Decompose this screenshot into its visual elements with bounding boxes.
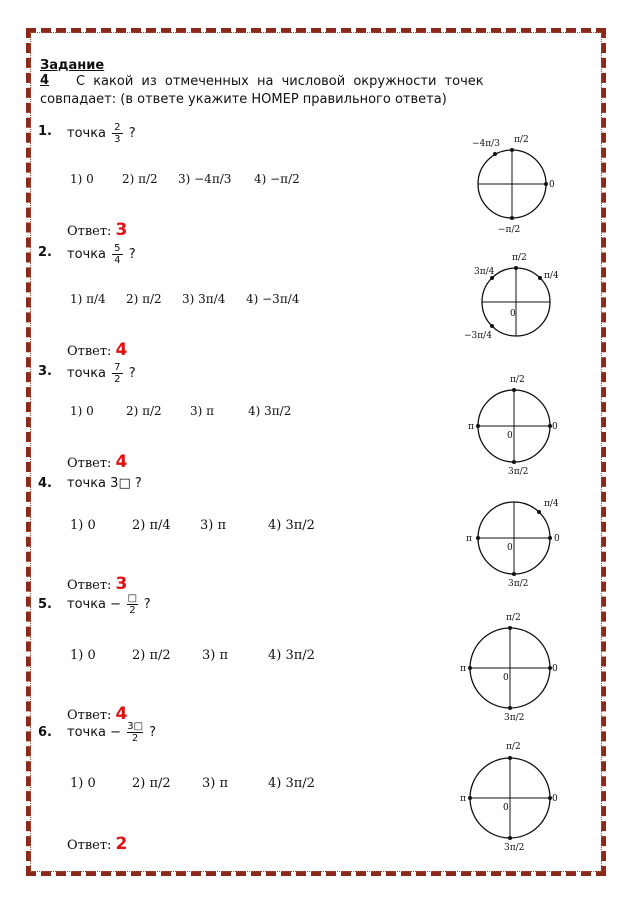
circle-label-3pi4: 3π/4 <box>474 267 495 277</box>
circle-label-point: −4π/3 <box>472 139 500 149</box>
circle-label-left: π <box>466 534 472 544</box>
answer-line <box>67 220 127 240</box>
circle-label-top: π/2 <box>514 135 529 145</box>
circle-label-left: π <box>468 422 474 432</box>
option-3[interactable]: 3) 3π/4 <box>182 292 226 306</box>
option-4[interactable]: 4) −π/2 <box>254 172 300 186</box>
question-number: 6. <box>38 725 52 740</box>
question-text <box>67 362 136 385</box>
answer-value: 2 <box>115 834 128 854</box>
fraction-denominator: 2 <box>127 732 143 744</box>
question-fraction <box>127 593 137 616</box>
task-intro-line2: совпадает: (в ответе укажите НОМЕР правильного ответа) <box>40 92 447 107</box>
answer-line <box>67 452 127 472</box>
question-mark: ? <box>149 725 157 740</box>
option-3[interactable]: 3) −4π/3 <box>178 172 232 186</box>
option-4[interactable]: 4) 3π/2 <box>268 648 315 663</box>
circle-label-bottom: 3π/2 <box>508 467 529 477</box>
circle-label-right: 0 <box>552 794 558 804</box>
option-2[interactable]: 2) π/2 <box>132 776 171 791</box>
option-3[interactable]: 3) π <box>202 776 229 791</box>
option-2[interactable]: 2) π/2 <box>126 404 162 418</box>
missing-glyph: □ <box>118 476 131 491</box>
question-mark: ? <box>128 247 136 262</box>
fraction-numerator: 5 <box>114 243 121 254</box>
question-fraction <box>112 243 122 266</box>
answer-label: Ответ: <box>67 708 112 723</box>
question-text <box>67 476 142 491</box>
circle-label-neg3pi4: −3π/4 <box>464 331 492 341</box>
question-mark: ? <box>128 366 136 381</box>
circle-label-right: 0 <box>552 664 558 674</box>
answer-line <box>67 574 127 594</box>
circle-label-bottom: 3π/2 <box>504 843 525 853</box>
option-4[interactable]: 4) −3π/4 <box>246 292 300 306</box>
fraction-denominator: 3 <box>114 134 121 145</box>
task-intro-line1: С какой из отмеченных на числовой окружности точек <box>76 74 484 89</box>
option-2[interactable]: 2) π/4 <box>132 518 171 533</box>
option-4[interactable]: 4) 3π/2 <box>268 518 315 533</box>
answer-label: Ответ: <box>67 344 112 359</box>
answer-label: Ответ: <box>67 838 112 853</box>
circle-label-top: π/2 <box>506 742 521 752</box>
question-word: точка <box>67 366 107 381</box>
circle-label-top: π/2 <box>510 375 525 385</box>
circle-label-top: π/2 <box>506 613 521 623</box>
option-3[interactable]: 3) π <box>202 648 229 663</box>
fraction-denominator: 2 <box>129 605 136 616</box>
fraction-denominator: 4 <box>114 255 121 266</box>
question-word: точка − <box>67 597 122 612</box>
question-word: точка 3 <box>67 476 119 491</box>
circle-label-bottom: −π/2 <box>498 225 521 235</box>
circle-label-bottom: 3π/2 <box>508 579 529 589</box>
answer-value: 3 <box>115 220 128 240</box>
answer-line <box>67 340 127 360</box>
question-word: точка <box>67 247 107 262</box>
circle-label-center: 0 <box>507 543 513 553</box>
option-3[interactable]: 3) π <box>200 518 227 533</box>
answer-value: 4 <box>115 704 128 724</box>
question-mark: ? <box>143 597 151 612</box>
question-number: 5. <box>38 597 52 612</box>
question-text <box>67 122 136 145</box>
fraction-numerator: □ <box>127 593 138 604</box>
circle-label-center: 0 <box>507 431 513 441</box>
circle-label-left: π <box>460 794 466 804</box>
circle-label-right: 0 <box>552 422 558 432</box>
fraction-numerator: 3□ <box>127 721 144 732</box>
question-number: 3. <box>38 364 52 379</box>
unit-circle <box>466 492 576 604</box>
question-mark: ? <box>128 126 136 141</box>
fraction-denominator: 2 <box>114 374 121 385</box>
circle-label-center: 0 <box>510 309 516 319</box>
fraction-numerator: 7 <box>114 362 121 373</box>
question-text <box>67 243 136 266</box>
circle-label-left: π <box>460 664 466 674</box>
question-word: точка − <box>67 725 122 740</box>
answer-line <box>67 834 127 854</box>
question-number: 1. <box>38 124 52 139</box>
circle-label-pi4: π/4 <box>544 499 559 509</box>
task-title: Задание <box>40 58 105 73</box>
circle-label-right: 0 <box>554 534 560 544</box>
option-1[interactable]: 1) 0 <box>70 404 94 418</box>
task-number: 4 <box>40 73 50 88</box>
unit-circle <box>460 612 570 724</box>
option-1[interactable]: 1) 0 <box>70 776 96 791</box>
unit-circle <box>470 130 570 240</box>
answer-label: Ответ: <box>67 224 112 239</box>
option-3[interactable]: 3) π <box>190 404 215 418</box>
answer-label: Ответ: <box>67 456 112 471</box>
circle-label-bottom: 3π/2 <box>504 713 525 723</box>
answer-value: 4 <box>115 340 128 360</box>
option-1[interactable]: 1) π/4 <box>70 292 106 306</box>
question-text <box>67 593 151 616</box>
question-word: точка <box>67 126 107 141</box>
option-1[interactable]: 1) 0 <box>70 648 96 663</box>
circle-label-right: 0 <box>549 180 555 190</box>
unit-circle <box>460 740 570 852</box>
question-text <box>67 721 156 744</box>
unit-circle <box>464 248 570 358</box>
question-fraction <box>127 721 143 744</box>
option-2[interactable]: 2) π/2 <box>132 648 171 663</box>
question-number: 4. <box>38 476 52 491</box>
option-2[interactable]: 2) π/2 <box>122 172 158 186</box>
circle-label-center: 0 <box>503 673 509 683</box>
option-1[interactable]: 1) 0 <box>70 518 96 533</box>
circle-label-center: 0 <box>503 803 509 813</box>
option-4[interactable]: 4) 3π/2 <box>248 404 292 418</box>
question-mark: ? <box>134 476 142 491</box>
option-1[interactable]: 1) 0 <box>70 172 94 186</box>
question-fraction <box>112 362 122 385</box>
circle-label-pi4: π/4 <box>544 271 559 281</box>
question-fraction <box>112 122 122 145</box>
answer-value: 4 <box>115 452 128 472</box>
option-4[interactable]: 4) 3π/2 <box>268 776 315 791</box>
answer-label: Ответ: <box>67 578 112 593</box>
unit-circle <box>466 372 566 484</box>
answer-value: 3 <box>115 574 128 594</box>
question-number: 2. <box>38 245 52 260</box>
option-2[interactable]: 2) π/2 <box>126 292 162 306</box>
circle-label-top: π/2 <box>512 253 527 263</box>
fraction-numerator: 2 <box>114 122 121 133</box>
